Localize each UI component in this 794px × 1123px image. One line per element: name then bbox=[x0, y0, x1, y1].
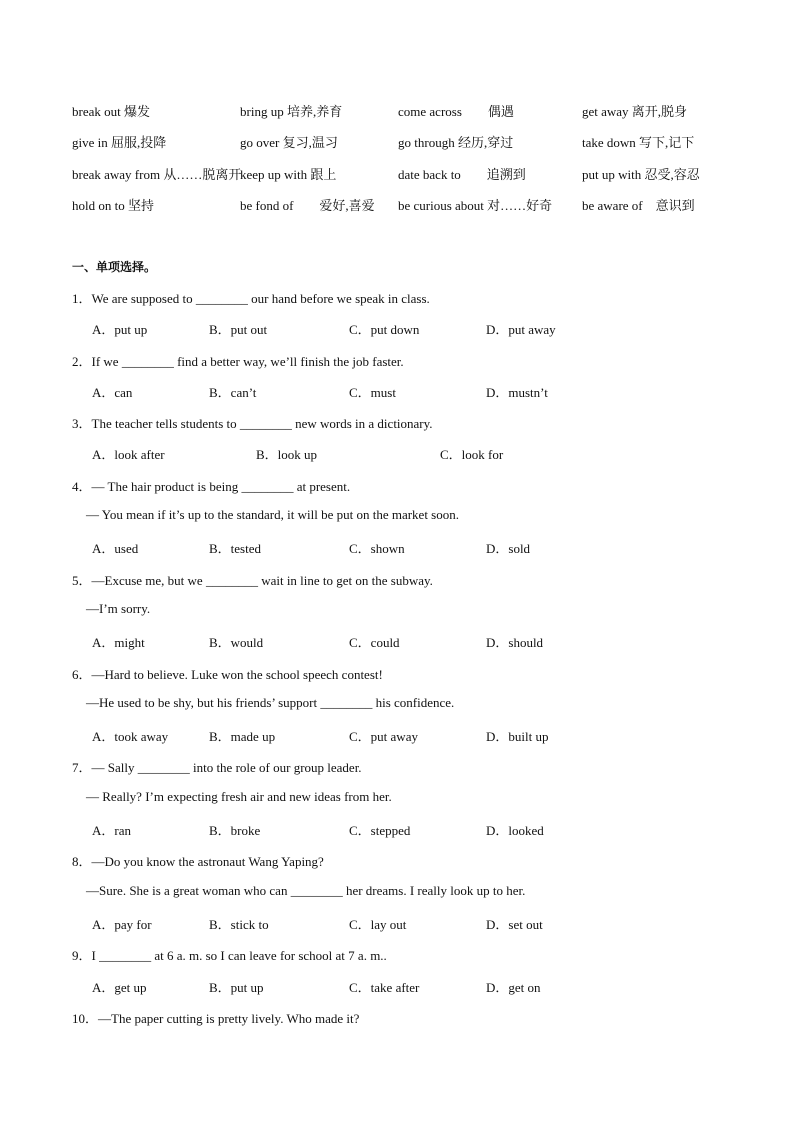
dialogue-line: —He used to be shy, but his friends’ support ________ his confidence. bbox=[86, 694, 455, 710]
vocab-item: break out 爆发 bbox=[72, 104, 150, 119]
question-4 bbox=[72, 476, 732, 570]
dialogue-line: — Really? I’m expecting fresh air and new ideas from her. bbox=[86, 788, 392, 804]
question-7 bbox=[72, 757, 732, 851]
vocab-row bbox=[72, 195, 732, 226]
option-c[interactable]: C．look for bbox=[440, 447, 504, 463]
vocab-item: be curious about 对……好奇 bbox=[398, 197, 553, 213]
option-d[interactable]: D．sold bbox=[486, 541, 531, 557]
option-d[interactable]: D．set out bbox=[486, 916, 543, 932]
option-d[interactable]: D．built up bbox=[486, 729, 549, 745]
option-d[interactable]: D．should bbox=[486, 635, 544, 651]
question-stem: 4．— The hair product is being ________ at present. bbox=[72, 478, 351, 494]
option-c[interactable]: C．lay out bbox=[349, 916, 407, 932]
vocab-item: get away 离开,脱身 bbox=[582, 104, 688, 119]
question-stem: 6．—Hard to believe. Luke won the school speech contest! bbox=[72, 666, 383, 682]
option-d[interactable]: D．put away bbox=[486, 322, 556, 338]
option-b[interactable]: B．put out bbox=[209, 322, 268, 338]
vocab-item: go through 经历,穿过 bbox=[398, 135, 514, 151]
answer-options bbox=[72, 632, 732, 663]
option-b[interactable]: B．broke bbox=[209, 823, 261, 839]
vocab-item: go over 复习,温习 bbox=[240, 135, 338, 151]
question-list bbox=[72, 288, 732, 1039]
vocabulary-list bbox=[72, 101, 732, 226]
option-d[interactable]: D．mustn’t bbox=[486, 384, 548, 400]
answer-options bbox=[72, 977, 732, 1008]
question-stem: 2．If we ________ find a better way, we’ll finish the job faster. bbox=[72, 353, 404, 369]
dialogue-line: — You mean if it’s up to the standard, it will be put on the market soon. bbox=[86, 507, 459, 523]
option-c[interactable]: C．stepped bbox=[349, 823, 411, 839]
answer-options bbox=[72, 726, 732, 757]
vocab-item: put up with 忍受,容忍 bbox=[582, 166, 700, 182]
option-c[interactable]: C．take after bbox=[349, 979, 420, 995]
vocab-item: hold on to 坚持 bbox=[72, 197, 154, 213]
option-b[interactable]: B．tested bbox=[209, 541, 261, 557]
option-a[interactable]: A．ran bbox=[92, 823, 131, 839]
option-a[interactable]: A．can bbox=[92, 384, 133, 400]
dialogue-line: —I’m sorry. bbox=[86, 600, 151, 616]
question-10 bbox=[72, 1008, 732, 1039]
section-title: 一、单项选择。 bbox=[72, 260, 157, 274]
vocab-row bbox=[72, 132, 732, 163]
answer-options bbox=[72, 914, 732, 945]
vocab-item: be aware of 意识到 bbox=[582, 197, 695, 213]
vocab-row bbox=[72, 101, 732, 132]
answer-options bbox=[72, 319, 732, 350]
option-c[interactable]: C．shown bbox=[349, 541, 405, 557]
question-6 bbox=[72, 664, 732, 758]
option-d[interactable]: D．looked bbox=[486, 823, 544, 839]
option-b[interactable]: B．can’t bbox=[209, 384, 257, 400]
answer-options bbox=[72, 820, 732, 851]
option-c[interactable]: C．must bbox=[349, 384, 396, 400]
option-d[interactable]: D．get on bbox=[486, 979, 541, 995]
vocab-item: bring up 培养,养育 bbox=[240, 104, 343, 119]
answer-options bbox=[72, 538, 732, 569]
vocab-item: keep up with 跟上 bbox=[240, 166, 337, 182]
question-3 bbox=[72, 413, 732, 476]
vocab-item: break away from 从……脱离开 bbox=[72, 166, 242, 182]
answer-options bbox=[72, 382, 732, 413]
option-a[interactable]: A．put up bbox=[92, 322, 148, 338]
question-stem: 9．I ________ at 6 a. m. so I can leave for school at 7 a. m.. bbox=[72, 948, 387, 964]
vocab-item: date back to 追溯到 bbox=[398, 166, 526, 182]
vocab-item: be fond of 爱好,喜爱 bbox=[240, 197, 375, 213]
question-8 bbox=[72, 851, 732, 945]
vocab-item: come across 偶遇 bbox=[398, 104, 514, 119]
option-c[interactable]: C．put down bbox=[349, 322, 420, 338]
question-stem: 3．The teacher tells students to ________ new words in a dictionary. bbox=[72, 416, 433, 432]
question-stem: 8．—Do you know the astronaut Wang Yaping? bbox=[72, 854, 324, 870]
option-b[interactable]: B．put up bbox=[209, 979, 264, 995]
option-a[interactable]: A．look after bbox=[92, 447, 165, 463]
option-a[interactable]: A．took away bbox=[92, 729, 169, 745]
dialogue-line: —Sure. She is a great woman who can ________ her dreams. I really look up to her. bbox=[86, 882, 526, 898]
vocab-item: give in 屈服,投降 bbox=[72, 135, 167, 151]
option-a[interactable]: A．used bbox=[92, 541, 139, 557]
option-b[interactable]: B．stick to bbox=[209, 916, 269, 932]
option-a[interactable]: A．pay for bbox=[92, 916, 152, 932]
question-2 bbox=[72, 351, 732, 414]
question-9 bbox=[72, 945, 732, 1008]
question-stem: 5．—Excuse me, but we ________ wait in line to get on the subway. bbox=[72, 572, 433, 588]
vocab-item: take down 写下,记下 bbox=[582, 135, 695, 151]
option-c[interactable]: C．could bbox=[349, 635, 400, 651]
option-c[interactable]: C．put away bbox=[349, 729, 418, 745]
question-5 bbox=[72, 570, 732, 664]
option-b[interactable]: B．look up bbox=[256, 447, 318, 463]
question-stem: 7．— Sally ________ into the role of our group leader. bbox=[72, 760, 362, 776]
vocab-row bbox=[72, 164, 732, 195]
answer-options bbox=[72, 444, 732, 475]
question-stem: 1．We are supposed to ________ our hand before we speak in class. bbox=[72, 291, 430, 306]
question-1 bbox=[72, 288, 732, 351]
option-b[interactable]: B．would bbox=[209, 635, 264, 651]
option-b[interactable]: B．made up bbox=[209, 729, 276, 745]
question-stem: 10．—The paper cutting is pretty lively. Who made it? bbox=[72, 1010, 360, 1026]
option-a[interactable]: A．get up bbox=[92, 979, 147, 995]
option-a[interactable]: A．might bbox=[92, 635, 145, 651]
